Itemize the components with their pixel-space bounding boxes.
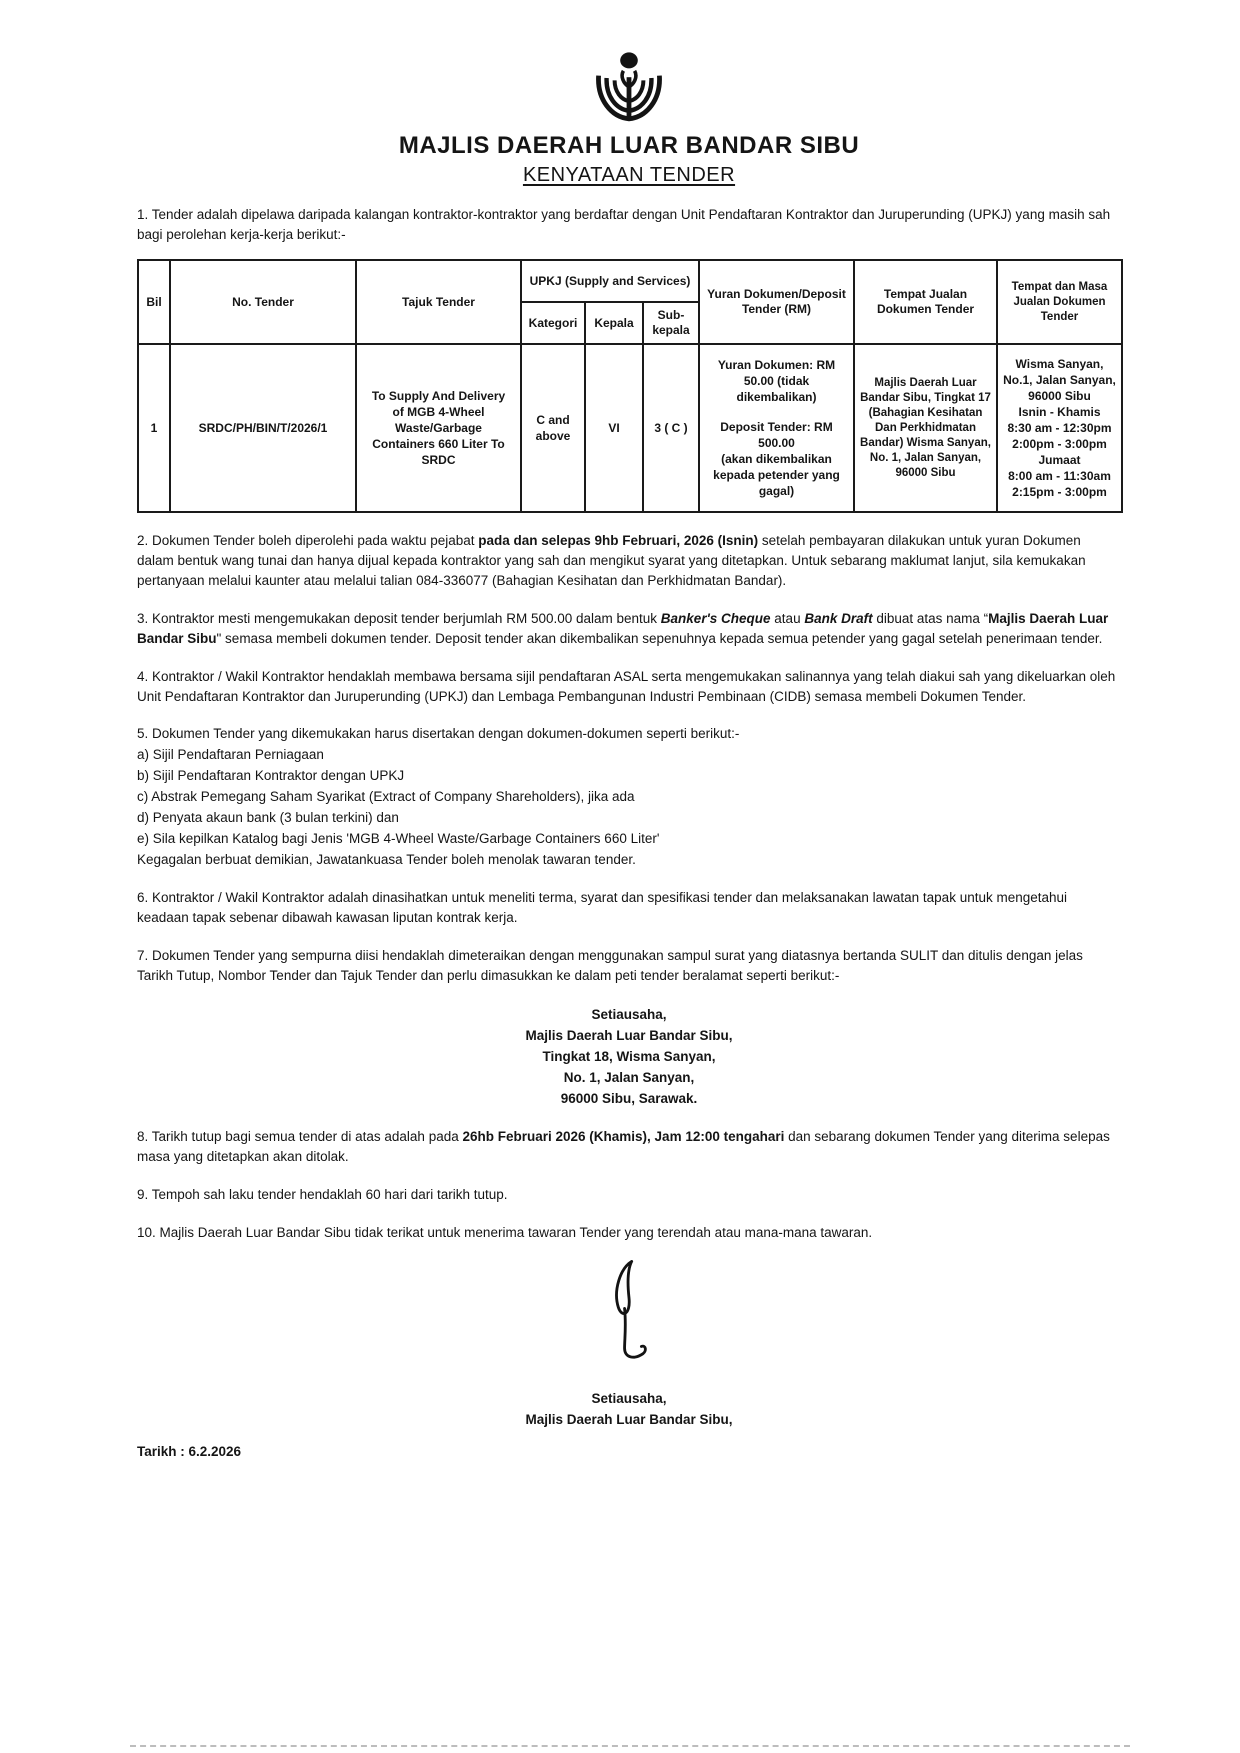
document-header xyxy=(137,50,1121,187)
table-row xyxy=(138,344,1122,512)
highlight-sale-date: pada dan selepas 9hb Februari, 2026 (Isnin) xyxy=(478,533,759,548)
checklist-item-a: a) Sijil Pendaftaran Perniagaan xyxy=(137,747,324,762)
address-line: Majlis Daerah Luar Bandar Sibu, xyxy=(525,1028,733,1043)
paragraph-7: 7. Dokumen Tender yang sempurna diisi hendaklah dimeteraikan dengan menggunakan sampul surat yang diatasnya bertanda SULIT dan ditulis dengan jelas Tarikh Tutup, Nombor Tender dan Tajuk Tender dan perlu dimasukkan ke dalam peti tender beralamat seperti berikut:- xyxy=(137,948,1083,983)
address-line: 96000 Sibu, Sarawak. xyxy=(560,1091,698,1106)
col-header-tempat-masa: Tempat dan Masa Jualan Dokumen Tender xyxy=(997,260,1122,344)
council-emblem-icon xyxy=(585,50,673,130)
paragraph-6: 6. Kontraktor / Wakil Kontraktor adalah dinasihatkan untuk meneliti terma, syarat dan spesifikasi tender dan melaksanakan lawatan tapak untuk mengetahui keadaan tapak sebenar dibawah kawasan liputan kontrak kerja. xyxy=(137,890,1068,925)
col-header-tempat-jualan: Tempat Jualan Dokumen Tender xyxy=(854,260,997,344)
highlight-bankers-cheque: Banker's Cheque xyxy=(660,611,771,626)
cell-kategori: C and above xyxy=(521,344,585,512)
checklist-item-b: b) Sijil Pendaftaran Kontraktor dengan UPKJ xyxy=(137,768,405,783)
col-header-kategori: Kategori xyxy=(521,302,585,344)
cell-tempat-jualan: Majlis Daerah Luar Bandar Sibu, Tingkat 17 (Bahagian Kesihatan Dan Perkhidmatan Bandar) Wisma Sanyan, No. 1, Jalan Sanyan, 96000 Sibu xyxy=(854,344,997,512)
document-date: Tarikh : 6.2.2026 xyxy=(137,1444,242,1459)
checklist-note: Kegagalan berbuat demikian, Jawatankuasa Tender boleh menolak tawaran tender. xyxy=(137,852,636,867)
deposit-note-line: (akan dikembalikan kepada petender yang gagal) xyxy=(713,452,840,498)
col-header-no-tender: No. Tender xyxy=(170,260,356,344)
cell-tempat-masa: Wisma Sanyan, No.1, Jalan Sanyan, 96000 Sibu Isnin - Khamis 8:30 am - 12:30pm 2:00pm - 3:00pm Jumaat 8:00 am - 11:30am 2:15pm - 3:00pm xyxy=(997,344,1122,512)
col-header-bil: Bil xyxy=(138,260,170,344)
intro-paragraph: 1. Tender adalah dipelawa daripada kalangan kontraktor-kontraktor yang berdaftar dengan Unit Pendaftaran Kontraktor dan Juruperunding (UPKJ) yang masih sah bagi perolehan kerja-kerja berikut:- xyxy=(137,207,1111,242)
tender-box-address xyxy=(137,1004,1121,1109)
col-header-yuran: Yuran Dokumen/Deposit Tender (RM) xyxy=(699,260,854,344)
checklist-item-d: d) Penyata akaun bank (3 bulan terkini) dan xyxy=(137,810,399,825)
document-content xyxy=(137,0,1121,1459)
paragraph-9: 9. Tempoh sah laku tender hendaklah 60 hari dari tarikh tutup. xyxy=(137,1187,508,1202)
cell-kepala: VI xyxy=(585,344,643,512)
col-header-sub-kepala: Sub-kepala xyxy=(643,302,699,344)
col-header-tajuk: Tajuk Tender xyxy=(356,260,521,344)
cell-tajuk: To Supply And Delivery of MGB 4-Wheel Waste/Garbage Containers 660 Liter To SRDC xyxy=(356,344,521,512)
paragraph-8: 8. Tarikh tutup bagi semua tender di atas adalah pada 26hb Februari 2026 (Khamis), Jam 12:00 tengahari dan sebarang dokumen Tender yang diterima selepas masa yang ditetapkan akan ditolak. xyxy=(137,1129,1110,1164)
paragraph-5-intro: 5. Dokumen Tender yang dikemukakan harus disertakan dengan dokumen-dokumen seperti berikut:- xyxy=(137,726,740,741)
checklist-item-c: c) Abstrak Pemegang Saham Syarikat (Extract of Company Shareholders), jika ada xyxy=(137,789,635,804)
signatory-org: Majlis Daerah Luar Bandar Sibu, xyxy=(525,1412,733,1427)
page-title: MAJLIS DAERAH LUAR BANDAR SIBU xyxy=(398,132,860,159)
yuran-dokumen-line: Yuran Dokumen: RM 50.00 (tidak dikembalikan) xyxy=(717,358,836,404)
tender-table xyxy=(137,259,1123,513)
address-line: No. 1, Jalan Sanyan, xyxy=(563,1070,695,1085)
cell-bil: 1 xyxy=(138,344,170,512)
cell-sub-kepala: 3 ( C ) xyxy=(643,344,699,512)
required-documents-section xyxy=(137,723,1121,870)
address-line: Setiausaha, xyxy=(591,1007,667,1022)
paragraph-4: 4. Kontraktor / Wakil Kontraktor hendaklah membawa bersama sijil pendaftaran ASAL serta mengemukakan salinannya yang telah diakui sah yang dikeluarkan oleh Unit Pendaftaran Kontraktor dan Juruperunding (UPKJ) dan Lembaga Pembangunan Industri Pembinaan (CIDB) semasa membeli Dokumen Tender. xyxy=(137,669,1116,704)
cell-yuran xyxy=(699,344,854,512)
signatory-title: Setiausaha, xyxy=(591,1391,667,1406)
deposit-tender-line: Deposit Tender: RM 500.00 xyxy=(720,420,833,450)
signature-block xyxy=(137,1257,1121,1430)
doc-subtitle: KENYATAAN TENDER xyxy=(522,164,736,186)
handwritten-signature-icon xyxy=(596,1257,662,1381)
highlight-bank-draft: Bank Draft xyxy=(804,611,873,626)
scan-artifact-line xyxy=(130,1745,1130,1747)
col-header-kepala: Kepala xyxy=(585,302,643,344)
paragraph-10: 10. Majlis Daerah Luar Bandar Sibu tidak terikat untuk menerima tawaran Tender yang terendah atau mana-mana tawaran. xyxy=(137,1225,873,1240)
paragraph-2: 2. Dokumen Tender boleh diperolehi pada waktu pejabat pada dan selepas 9hb Februari, 2026 (Isnin) setelah pembayaran dilakukan untuk yuran Dokumen dalam bentuk wang tunai dan hanya dijual kepada kontraktor yang sah dan mengikut syarat yang ditetapkan. Untuk sebarang maklumat lanjut, sila kemukakan pertanyaan melalui kaunter atau melalui talian 084-336077 (Bahagian Kesihatan dan Perkhidmatan Bandar). xyxy=(137,533,1086,588)
checklist-item-e: e) Sila kepilkan Katalog bagi Jenis 'MGB 4-Wheel Waste/Garbage Containers 660 Liter' xyxy=(137,831,660,846)
address-line: Tingkat 18, Wisma Sanyan, xyxy=(542,1049,716,1064)
col-header-upkj-group: UPKJ (Supply and Services) xyxy=(521,260,699,302)
paragraph-3: 3. Kontraktor mesti mengemukakan deposit tender berjumlah RM 500.00 dalam bentuk Banker's Cheque atau Bank Draft dibuat atas nama “Majlis Daerah Luar Bandar Sibu" semasa membeli dokumen tender. Deposit tender akan dikembalikan sepenuhnya kepada semua petender yang gagal setelah penerimaan tender. xyxy=(137,611,1109,646)
highlight-closing-date: 26hb Februari 2026 (Khamis), Jam 12:00 tengahari xyxy=(462,1129,785,1144)
highlight-council-name: Majlis Daerah Luar Bandar Sibu xyxy=(137,611,1109,646)
cell-no-tender: SRDC/PH/BIN/T/2026/1 xyxy=(170,344,356,512)
